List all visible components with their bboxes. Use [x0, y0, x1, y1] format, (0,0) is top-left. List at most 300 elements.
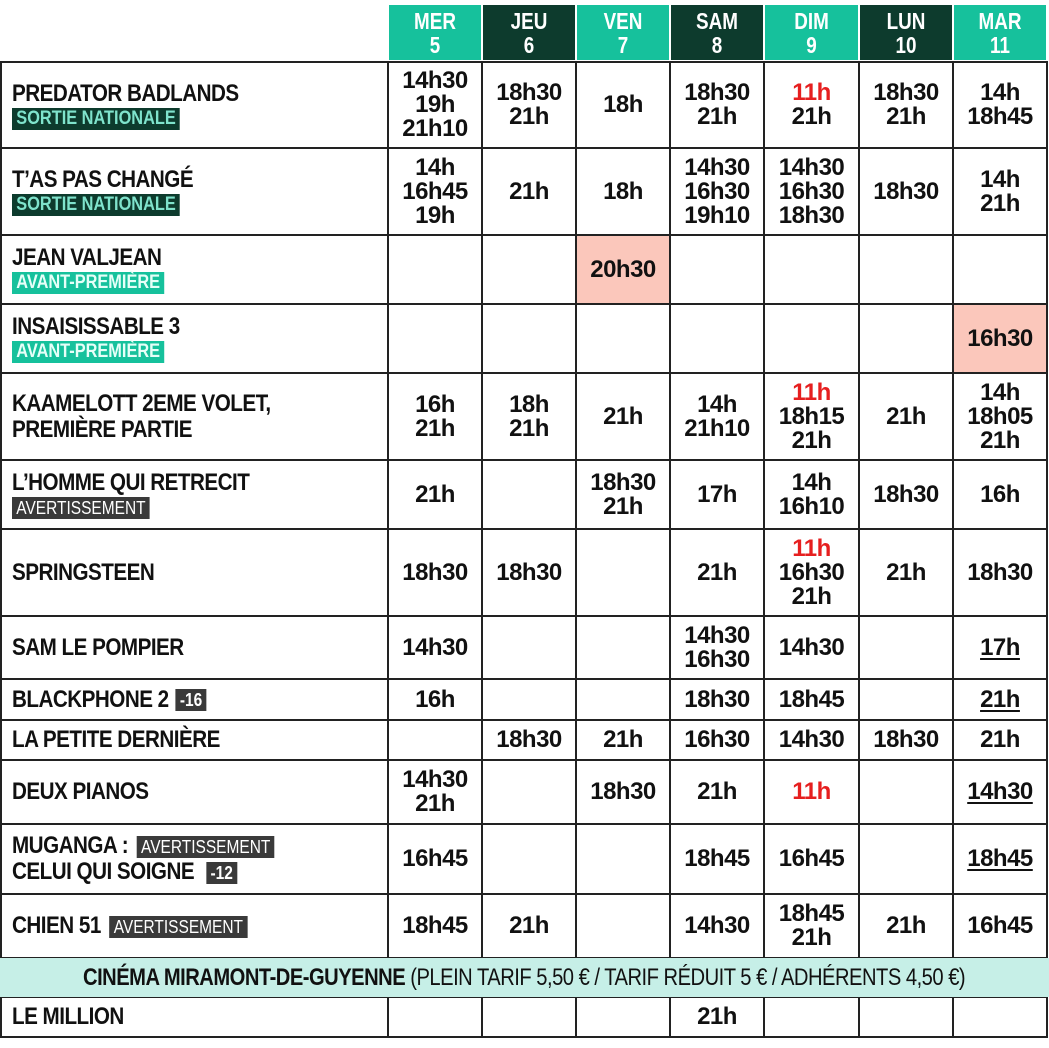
- showtime-list: [684, 685, 750, 713]
- showtime-cell: [577, 998, 669, 1036]
- showtime-list: [779, 902, 845, 950]
- grid-vline: [0, 997, 2, 1037]
- grid-hline: [0, 615, 1048, 617]
- showtime: 18h45: [402, 912, 468, 939]
- showtime-list: [415, 480, 455, 508]
- showtime-cell: [483, 761, 575, 823]
- showtime-list: [603, 93, 643, 117]
- film-title-cell: [0, 679, 388, 720]
- film-title-cell: [0, 148, 388, 235]
- day-number: 9: [806, 31, 817, 58]
- showtime: 21h: [509, 912, 549, 939]
- showtime-list: [967, 780, 1033, 804]
- avertissement-badge: AVERTISSEMENT: [12, 497, 150, 519]
- age-rating-badge: -16: [176, 689, 207, 711]
- showtime-list: [402, 914, 468, 938]
- showtime-cell: [671, 236, 763, 303]
- showtime-cell: [389, 825, 481, 893]
- showtime-cell: [483, 236, 575, 303]
- showtime-cell: [765, 63, 858, 147]
- film-title: [12, 470, 335, 519]
- showtime-cell: [577, 374, 669, 459]
- showtime: 18h30: [967, 558, 1033, 586]
- showtime-list: [967, 324, 1033, 352]
- showtime-cell: [954, 461, 1046, 528]
- showtime: 21h: [791, 103, 832, 130]
- showtime: 14h30: [402, 766, 468, 793]
- showtime-cell: [860, 825, 952, 893]
- showtime: 18h45: [684, 845, 750, 872]
- showtime: 18h45: [778, 685, 845, 713]
- showtime-list: [967, 558, 1033, 586]
- showtime: 21h: [886, 402, 926, 430]
- showtime-cell: [860, 998, 952, 1036]
- showtime-cell: [483, 530, 575, 615]
- film-title-text: BLACKPHONE 2: [12, 685, 169, 713]
- showtime-list: [980, 165, 1020, 217]
- showtime: 14h30: [778, 153, 845, 181]
- grid-hline: [0, 61, 1048, 63]
- showtime: 21h: [980, 726, 1020, 753]
- showtime-cell: [483, 149, 575, 234]
- showtime-cell: [483, 825, 575, 893]
- day-name: MAR: [978, 7, 1022, 34]
- showtime: 16h30: [778, 177, 845, 205]
- showtime-list: [778, 633, 845, 661]
- showtime-cell: [577, 761, 669, 823]
- showtime: 18h: [603, 91, 643, 118]
- film-title-cell: [0, 760, 388, 824]
- showtime-cell: [577, 461, 669, 528]
- showtime-cell: [577, 149, 669, 234]
- showtime-list: [684, 153, 750, 229]
- grid-vline: [858, 997, 860, 1037]
- film-title-text: CHIEN 51: [12, 912, 101, 939]
- showtime-cell: [483, 895, 575, 957]
- showtime-cell: [483, 680, 575, 719]
- film-title-line: [12, 833, 335, 859]
- showtime-cell: [389, 374, 481, 459]
- showtime: 21h: [603, 726, 643, 753]
- showtime: 18h05: [967, 402, 1033, 430]
- film-title: [12, 913, 335, 939]
- film-title-line: [12, 81, 335, 107]
- film-title-text: LA PETITE DERNIÈRE: [12, 726, 220, 753]
- showtime: 16h30: [684, 726, 750, 753]
- showtime-cell: [860, 149, 952, 234]
- grid-hline: [0, 719, 1048, 721]
- film-title-text: T’AS PAS CHANGÉ: [12, 166, 194, 193]
- showtime: 14h: [415, 153, 455, 181]
- film-title-line: [12, 470, 335, 496]
- showtime: 14h: [980, 165, 1020, 193]
- showtime: 18h30: [873, 726, 939, 753]
- day-header-sam: [679, 5, 754, 60]
- showtime-list: [779, 847, 845, 871]
- film-title-text: SAM LE POMPIER: [12, 633, 184, 661]
- showtime: 18h30: [590, 468, 656, 496]
- showtime: 21h: [791, 924, 832, 951]
- day-name: VEN: [603, 7, 643, 34]
- showtime-list: [496, 81, 562, 129]
- film-title: [12, 560, 335, 586]
- showtime: 18h30: [684, 79, 750, 106]
- showtime-list: [778, 534, 845, 610]
- showtime-list: [967, 847, 1033, 871]
- showtime-list: [792, 780, 831, 804]
- cinema-prices: (PLEIN TARIF 5,50 € / TARIF RÉDUIT 5 € / ADHÉRENTS 4,50 €): [405, 963, 966, 991]
- day-number: 11: [990, 31, 1010, 58]
- showtime-cell: [765, 236, 858, 303]
- showtime-cell: [671, 305, 763, 372]
- avant-premiere-badge: AVANT-PREMIÈRE: [12, 341, 164, 363]
- showtime: 21h10: [684, 414, 750, 442]
- film-title-line: [12, 859, 335, 885]
- showtime-list: [402, 633, 468, 661]
- showtime: 21h10: [402, 115, 468, 142]
- day-header-jeu: [491, 5, 566, 60]
- showtime-cell: [765, 374, 858, 459]
- showtime-cell: [860, 680, 952, 719]
- showtime-cell: [483, 721, 575, 759]
- showtime-cell: [483, 998, 575, 1036]
- day-header-dim: [773, 5, 849, 60]
- showtime-list: [402, 558, 468, 586]
- film-title-cell: [0, 720, 388, 760]
- showtime-cell: [860, 721, 952, 759]
- day-number: 8: [711, 31, 723, 58]
- showtime-list: [603, 728, 643, 752]
- showtime-cell: [389, 721, 481, 759]
- showtime: 19h: [415, 201, 455, 229]
- showtime-list: [980, 728, 1020, 752]
- showtime: 14h30: [967, 778, 1033, 805]
- day-name: MER: [414, 7, 456, 34]
- showtime-list: [509, 177, 549, 205]
- showtime-list: [886, 558, 926, 586]
- showtime-list: [778, 378, 845, 454]
- showtime-cell: [577, 895, 669, 957]
- showtime: 21h: [415, 790, 455, 817]
- showtime-cell: [483, 374, 575, 459]
- showtime-cell: [389, 895, 481, 957]
- showtime-list: [778, 153, 845, 229]
- film-title-line: [12, 245, 335, 271]
- showtime: 21h: [886, 912, 926, 939]
- showtime-list: [402, 69, 468, 141]
- showtime-cell: [483, 461, 575, 528]
- showtime: 18h: [509, 390, 549, 418]
- film-title-text: PREMIÈRE PARTIE: [12, 415, 192, 443]
- avertissement-badge: AVERTISSEMENT: [109, 916, 247, 938]
- day-header-lun: [868, 5, 943, 60]
- showtime-list: [980, 480, 1020, 508]
- grid-hline: [0, 372, 1048, 374]
- showtime-cell: [954, 761, 1046, 823]
- showtime: 14h30: [402, 67, 468, 94]
- showtime-cell: [671, 998, 763, 1036]
- showtime: 16h30: [778, 558, 845, 586]
- showtime: 16h45: [967, 912, 1033, 939]
- showtime-list: [509, 390, 549, 442]
- showtime-cell: [389, 530, 481, 615]
- showtime-cell: [483, 305, 575, 372]
- showtime: 21h: [886, 103, 926, 130]
- showtime-cell: [765, 761, 858, 823]
- showtime-cell: [389, 236, 481, 303]
- showtime: 21h: [980, 426, 1020, 454]
- film-title-line: [12, 391, 335, 417]
- showtime: 18h30: [873, 79, 939, 106]
- showtime: 14h30: [684, 912, 750, 939]
- showtime-cell: [389, 680, 481, 719]
- showtime-list: [873, 81, 939, 129]
- showtime-cell: [765, 680, 858, 719]
- showtime-list: [603, 177, 643, 205]
- showtime-cell: [765, 530, 858, 615]
- showtime-cell: [765, 461, 858, 528]
- film-title-cell: [0, 529, 388, 616]
- showtime-cell: [954, 680, 1046, 719]
- showtime: 20h30: [590, 255, 656, 283]
- showtime: 16h30: [967, 324, 1033, 352]
- showtime: 14h: [980, 79, 1020, 106]
- showtime-cell: [954, 721, 1046, 759]
- showtime-list: [684, 914, 750, 938]
- showtime-list: [697, 1005, 737, 1029]
- showtime: 16h: [415, 685, 455, 713]
- showtime-cell: [765, 721, 858, 759]
- showtime-list: [684, 621, 750, 673]
- showtime-list: [873, 728, 939, 752]
- showtime-list: [697, 480, 737, 508]
- grid-vline: [387, 997, 389, 1037]
- film-title-text: LE MILLION: [12, 1003, 124, 1030]
- showtime: 21h: [509, 177, 549, 205]
- showtime: 21h: [415, 480, 455, 508]
- showtime-cell: [765, 617, 858, 678]
- showtime: 14h30: [684, 153, 750, 181]
- showtime: 18h15: [778, 402, 845, 430]
- showtime: 18h30: [873, 480, 939, 508]
- showtime-cell: [954, 374, 1046, 459]
- showtime-cell: [389, 461, 481, 528]
- grid-vline: [1046, 997, 1048, 1037]
- grid-hline: [0, 459, 1048, 461]
- film-title-cell: [0, 373, 388, 460]
- showtime: 21h: [697, 558, 737, 586]
- showtime: 21h: [980, 685, 1020, 713]
- showtime-list: [496, 728, 562, 752]
- showtime-cell: [765, 895, 858, 957]
- showtime: 21h: [980, 189, 1020, 217]
- showtime: 21h: [415, 414, 455, 442]
- film-title-cell: [0, 997, 388, 1037]
- showtime-cell: [577, 680, 669, 719]
- showtime-list: [873, 177, 939, 205]
- showtime-list: [980, 633, 1020, 661]
- showtime-cell: [671, 761, 763, 823]
- film-title-line: [12, 167, 335, 193]
- film-badge-line: [12, 193, 335, 216]
- film-badge-line: [12, 107, 335, 130]
- showtime-cell: [954, 895, 1046, 957]
- showtime: 19h: [415, 91, 455, 118]
- showtime-cell: [860, 63, 952, 147]
- film-title: [12, 727, 335, 753]
- showtime-list: [590, 468, 656, 520]
- showtime-special: 11h: [792, 79, 831, 106]
- showtime: 18h30: [684, 685, 750, 713]
- showtime: 18h30: [496, 558, 562, 586]
- showtime-list: [886, 402, 926, 430]
- showtime: 14h30: [778, 633, 845, 661]
- showtime: 21h: [697, 1003, 737, 1030]
- film-badge-line: [12, 340, 335, 363]
- day-header-ven: [585, 5, 660, 60]
- film-title-line: [12, 779, 335, 805]
- showtime-cell: [765, 998, 858, 1036]
- showtime-cell: [671, 149, 763, 234]
- day-name: SAM: [696, 7, 738, 34]
- film-badge-line: [12, 271, 335, 294]
- showtime-cell: [860, 461, 952, 528]
- showtime: 16h: [980, 480, 1020, 508]
- showtime-list: [967, 81, 1033, 129]
- showtime-list: [402, 768, 468, 816]
- showtime: 19h10: [684, 201, 750, 229]
- film-title-cell: [0, 235, 388, 304]
- showtime: 16h45: [402, 845, 468, 872]
- showtime-cell: [765, 825, 858, 893]
- showtime-cell: [860, 761, 952, 823]
- showtime-list: [603, 402, 643, 430]
- film-title-text: INSAISISSABLE 3: [12, 313, 180, 340]
- showtime-list: [684, 81, 750, 129]
- showtime-cell: [954, 149, 1046, 234]
- showtime-cell: [860, 374, 952, 459]
- film-title: [12, 687, 335, 713]
- showtime-cell: [389, 998, 481, 1036]
- showtime-cell: [954, 236, 1046, 303]
- film-title-line: [12, 727, 335, 753]
- day-number: 10: [895, 31, 917, 58]
- showtime: 17h: [697, 480, 737, 508]
- grid-vline: [669, 997, 671, 1037]
- grid-hline: [0, 528, 1048, 530]
- showtime: 21h: [791, 582, 832, 610]
- showtime-cell: [577, 236, 669, 303]
- showtime-list: [590, 255, 656, 283]
- film-title-text: DEUX PIANOS: [12, 778, 149, 805]
- showtime: 21h: [509, 414, 549, 442]
- film-title: [12, 1004, 335, 1030]
- film-title-text: KAAMELOTT 2EME VOLET,: [12, 389, 271, 417]
- film-title: [12, 167, 335, 216]
- film-title: [12, 635, 335, 661]
- film-title: [12, 81, 335, 130]
- film-title-text: L’HOMME QUI RETRECIT: [12, 469, 250, 496]
- showtime: 14h: [697, 390, 737, 418]
- showtime-list: [980, 685, 1020, 713]
- film-title: [12, 779, 335, 805]
- showtime-list: [967, 378, 1033, 454]
- showtime: 18h30: [496, 79, 562, 106]
- cinema-banner: [0, 958, 1049, 997]
- showtime-cell: [483, 617, 575, 678]
- sortie-nationale-badge: SORTIE NATIONALE: [12, 108, 180, 130]
- film-title-cell: [0, 304, 388, 373]
- showtime-list: [873, 480, 939, 508]
- film-title-line: [12, 635, 335, 661]
- showtime: 18h30: [590, 778, 656, 805]
- film-title-cell: [0, 616, 388, 679]
- showtime-cell: [577, 305, 669, 372]
- showtime: 18h30: [496, 726, 562, 753]
- showtime: 18h45: [967, 845, 1033, 872]
- showtime-list: [684, 728, 750, 752]
- film-title: [12, 314, 335, 363]
- showtime-list: [792, 81, 832, 129]
- showtime-cell: [671, 63, 763, 147]
- grid-hline: [0, 234, 1048, 236]
- showtime-cell: [765, 305, 858, 372]
- showtime-cell: [389, 617, 481, 678]
- showtime: 18h45: [778, 900, 845, 927]
- day-number: 5: [429, 31, 441, 58]
- showtime: 18h30: [778, 201, 845, 229]
- cinema-name: CINÉMA MIRAMONT-DE-GUYENNE: [83, 963, 406, 991]
- showtime-cell: [860, 895, 952, 957]
- showtime: 18h30: [873, 177, 939, 205]
- showtime-cell: [954, 63, 1046, 147]
- showtime: 18h45: [967, 103, 1033, 130]
- film-title-line: [12, 687, 335, 713]
- grid-hline: [0, 823, 1048, 825]
- film-title: [12, 245, 335, 294]
- film-title: [12, 391, 335, 443]
- showtime: 21h: [603, 402, 643, 430]
- showtime-cell: [860, 617, 952, 678]
- film-title-cell: [0, 62, 388, 148]
- showtime: 21h: [509, 103, 549, 130]
- showtime-list: [402, 847, 468, 871]
- showtime-cell: [389, 305, 481, 372]
- showtime-cell: [954, 617, 1046, 678]
- showtime-list: [779, 728, 845, 752]
- showtime: 14h: [791, 468, 832, 496]
- showtime-special: 11h: [792, 378, 831, 406]
- film-title-text: JEAN VALJEAN: [12, 244, 162, 271]
- film-title-cell: [0, 824, 388, 894]
- showtime-list: [967, 914, 1033, 938]
- showtime-cell: [860, 236, 952, 303]
- showtime-list: [778, 468, 845, 520]
- grid-vline: [952, 997, 954, 1037]
- day-number: 6: [523, 31, 535, 58]
- day-name: JEU: [510, 7, 548, 34]
- grid-vline: [481, 997, 483, 1037]
- showtime-cell: [954, 530, 1046, 615]
- showtime: 14h30: [402, 633, 468, 661]
- showtime-cell: [389, 149, 481, 234]
- avant-premiere-badge: AVANT-PREMIÈRE: [12, 272, 164, 294]
- film-title: [12, 833, 335, 885]
- showtime: 16h30: [684, 645, 750, 673]
- showtime-list: [684, 847, 750, 871]
- showtime: 16h45: [778, 845, 845, 872]
- showtime-cell: [860, 530, 952, 615]
